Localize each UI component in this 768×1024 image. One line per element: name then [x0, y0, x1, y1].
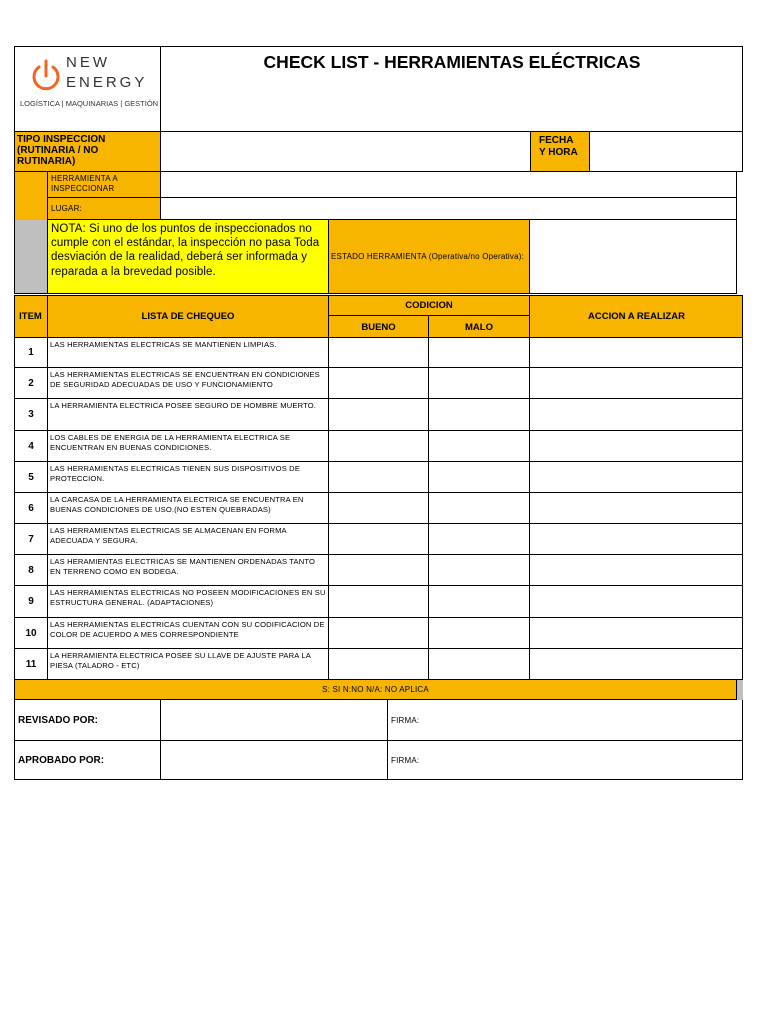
checklist-item-text: LA HERRAMIENTA ELECTRICA POSEE SU LLAVE DE AJUSTE PARA LA PIESA (TALADRO - ETC): [48, 649, 329, 680]
malo-cell[interactable]: [429, 586, 530, 618]
item-number: 3: [14, 399, 48, 431]
checklist-item-text: LAS HERAMIENTAS ELECTRICAS SE MANTIENEN ORDENADAS TANTO EN TERRENO COMO EN BODEGA.: [48, 555, 329, 586]
lugar-input[interactable]: [161, 198, 737, 220]
power-icon: [30, 58, 62, 92]
item-number: 2: [14, 368, 48, 399]
malo-cell[interactable]: [429, 618, 530, 649]
item-number: 11: [14, 649, 48, 680]
malo-cell[interactable]: [429, 462, 530, 493]
item-number: 7: [14, 524, 48, 555]
legend-bar: S: SI N:NO N/A: NO APLICA: [14, 680, 737, 700]
bueno-cell[interactable]: [329, 399, 429, 431]
malo-cell[interactable]: [429, 649, 530, 680]
revisado-label: REVISADO POR:: [14, 700, 161, 741]
herramienta-input[interactable]: [161, 172, 737, 198]
tipo-inspeccion-label: TIPO INSPECCION (RUTINARIA / NO RUTINARIA): [14, 132, 161, 172]
item-number: 1: [14, 338, 48, 368]
accion-cell[interactable]: [530, 368, 743, 399]
fecha-hora-label: FECHA Y HORA: [531, 132, 590, 172]
malo-cell[interactable]: [429, 338, 530, 368]
checklist-item-text: LAS HERRAMIENTAS ELECTRICAS NO POSEEN MODIFICACIONES EN SU ESTRUCTURA GENERAL. (ADAPTACIONES): [48, 586, 329, 618]
estado-label: ESTADO HERRAMIENTA (Operativa/no Operativa):: [329, 220, 530, 294]
col-codicion-header: CODICION: [329, 295, 530, 316]
aprobado-label: APROBADO POR:: [14, 741, 161, 780]
page-title: CHECK LIST - HERRAMIENTAS ELÉCTRICAS: [263, 52, 641, 72]
checklist-item-text: LAS HERRAMIENTAS ELECTRICAS SE ALMACENAN EN FORMA ADECUADA Y SEGURA.: [48, 524, 329, 555]
checklist-item-text: LAS HERRAMIENTAS ELECTRICAS SE MANTIENEN LIMPIAS.: [48, 338, 329, 368]
estado-input[interactable]: [530, 220, 737, 294]
aprobado-input[interactable]: [161, 741, 388, 780]
logo-word-new: NEW: [66, 54, 110, 71]
bueno-cell[interactable]: [329, 462, 429, 493]
bueno-cell[interactable]: [329, 493, 429, 524]
logo-word-energy: ENERGY: [66, 74, 148, 91]
accion-cell[interactable]: [530, 431, 743, 462]
bueno-cell[interactable]: [329, 586, 429, 618]
revisado-input[interactable]: [161, 700, 388, 741]
checklist-item-text: LAS HERRAMIENTAS ELECTRICAS CUENTAN CON SU CODIFICACION DE COLOR DE ACUERDO A MES CORRESPONDIENTE: [48, 618, 329, 649]
nota-side-gray: [14, 220, 47, 294]
malo-cell[interactable]: [429, 555, 530, 586]
accion-cell[interactable]: [530, 493, 743, 524]
malo-cell[interactable]: [429, 431, 530, 462]
herramienta-label: HERRAMIENTA A INSPECCIONAR: [47, 172, 161, 198]
bueno-cell[interactable]: [329, 431, 429, 462]
item-number: 5: [14, 462, 48, 493]
nota-text: NOTA: Si uno de los puntos de inspeccionados no cumple con el estándar, la inspección no pasa Toda desviación de la realidad, deberá ser informada y reparada a la brevedad posible.: [47, 220, 329, 294]
tipo-inspeccion-input[interactable]: [161, 132, 531, 172]
col-lista-header: LISTA DE CHEQUEO: [48, 295, 329, 338]
item-number: 10: [14, 618, 48, 649]
malo-cell[interactable]: [429, 368, 530, 399]
malo-cell[interactable]: [429, 493, 530, 524]
bueno-cell[interactable]: [329, 338, 429, 368]
accion-cell[interactable]: [530, 555, 743, 586]
legend-side-gray: [737, 680, 743, 700]
checklist-item-text: LAS HERRAMIENTAS ELECTRICAS TIENEN SUS DISPOSITIVOS DE PROTECCION.: [48, 462, 329, 493]
col-accion-header: ACCION A REALIZAR: [588, 311, 685, 322]
accion-cell[interactable]: [530, 399, 743, 431]
firma-aprobado-label: FIRMA:: [388, 741, 743, 780]
firma-revisado-label: FIRMA:: [388, 700, 743, 741]
accion-cell[interactable]: [530, 462, 743, 493]
logo-tagline: LOGÍSTICA | MAQUINARIAS | GESTIÓN: [20, 99, 159, 108]
checklist-item-text: LA HERRAMIENTA ELECTRICA POSEE SEGURO DE HOMBRE MUERTO.: [48, 399, 329, 431]
accion-cell[interactable]: [530, 338, 743, 368]
fecha-hora-input[interactable]: [590, 132, 743, 172]
bueno-cell[interactable]: [329, 368, 429, 399]
accion-cell[interactable]: [530, 524, 743, 555]
bueno-cell[interactable]: [329, 649, 429, 680]
checklist-item-text: LAS HERRAMIENTAS ELECTRICAS SE ENCUENTRAN EN CONDICIONES DE SEGURIDAD ADECUADAS DE USO Y FUNCIONAMIENTO: [48, 368, 329, 399]
accion-cell[interactable]: [530, 586, 743, 618]
lugar-label: LUGAR:: [47, 198, 161, 220]
bueno-cell[interactable]: [329, 524, 429, 555]
accion-cell[interactable]: [530, 649, 743, 680]
col-bueno-header: BUENO: [329, 316, 429, 338]
accion-cell[interactable]: [530, 618, 743, 649]
checklist-item-text: LA CARCASA DE LA HERRAMIENTA ELECTRICA SE ENCUENTRA EN BUENAS CONDICIONES DE USO.(NO ESTEN QUEBRADAS): [48, 493, 329, 524]
left-gap-yellow: [14, 172, 47, 220]
col-item-header: ITEM: [14, 295, 48, 338]
item-number: 9: [14, 586, 48, 618]
col-malo-header: MALO: [429, 316, 530, 338]
bueno-cell[interactable]: [329, 618, 429, 649]
bueno-cell[interactable]: [329, 555, 429, 586]
checklist-item-text: LOS CABLES DE ENERGIA DE LA HERRAMIENTA ELECTRICA SE ENCUENTRAN EN BUENAS CONDICIONES.: [48, 431, 329, 462]
item-number: 8: [14, 555, 48, 586]
malo-cell[interactable]: [429, 399, 530, 431]
malo-cell[interactable]: [429, 524, 530, 555]
logo-cell: [14, 46, 161, 132]
item-number: 6: [14, 493, 48, 524]
item-number: 4: [14, 431, 48, 462]
